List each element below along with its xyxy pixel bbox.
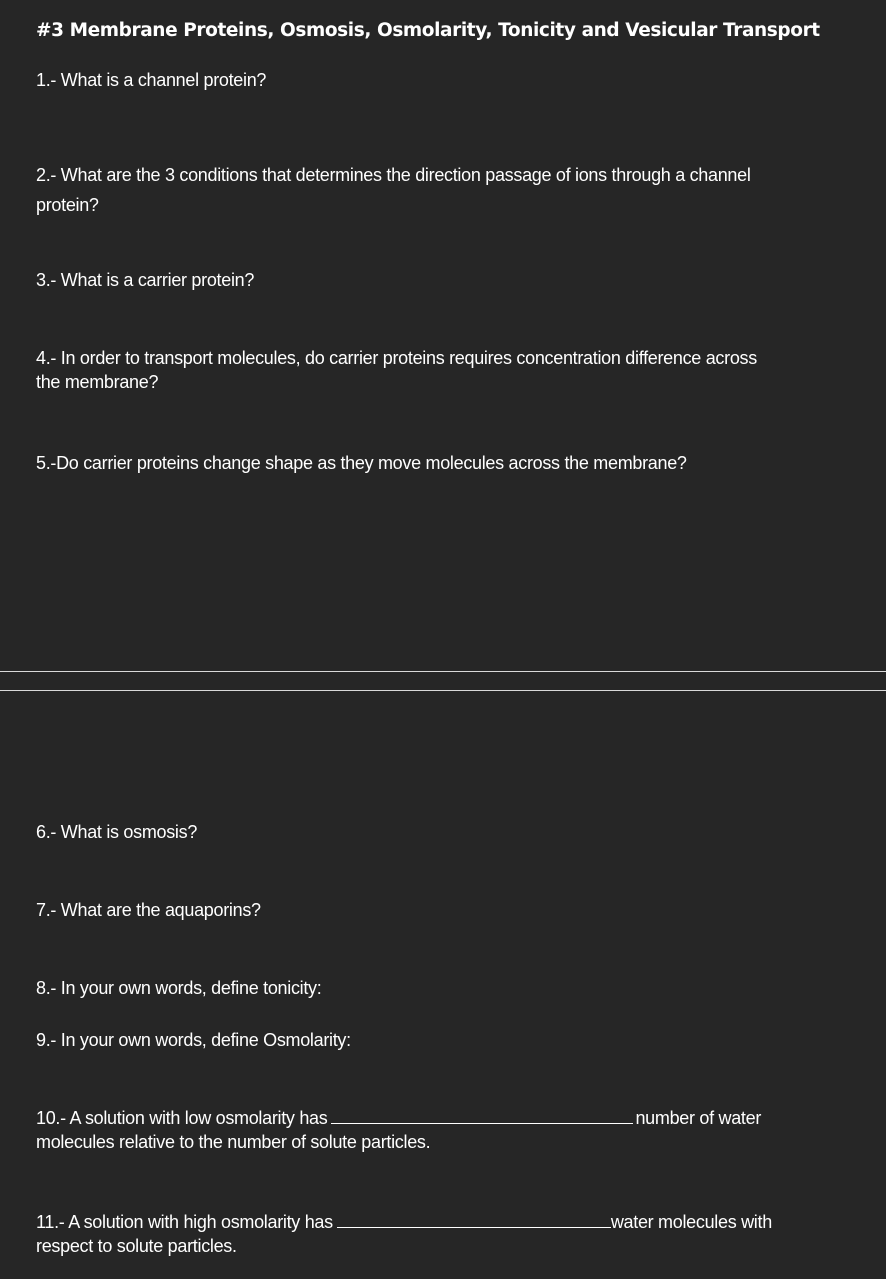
question-10-text-after: number of water	[635, 1108, 762, 1128]
page-divider-bottom	[0, 690, 886, 691]
question-11-text-before: 11.- A solution with high osmolarity has	[36, 1212, 333, 1232]
question-4	[36, 346, 757, 394]
question-10-answer-blank[interactable]	[331, 1109, 633, 1124]
question-11-answer-blank[interactable]	[337, 1213, 611, 1228]
question-10	[36, 1106, 761, 1154]
question-11-line-1	[36, 1210, 772, 1234]
question-3: 3.- What is a carrier protein?	[36, 270, 255, 290]
question-8: 8.- In your own words, define tonicity:	[36, 978, 322, 998]
question-1: 1.- What is a channel protein?	[36, 70, 267, 90]
question-11-line-2: respect to solute particles.	[36, 1236, 237, 1256]
question-2-line-1: 2.- What are the 3 conditions that determines the direction passage of ions through a channel	[36, 165, 751, 185]
question-4-line-2: the membrane?	[36, 372, 159, 392]
question-7: 7.- What are the aquaporins?	[36, 900, 261, 920]
worksheet-title: #3 Membrane Proteins, Osmosis, Osmolarity, Tonicity and Vesicular Transport	[36, 20, 820, 41]
question-2	[36, 160, 751, 220]
question-9: 9.- In your own words, define Osmolarity:	[36, 1030, 351, 1050]
question-11-text-after: water molecules with	[610, 1212, 772, 1232]
question-10-text-before: 10.- A solution with low osmolarity has	[36, 1108, 328, 1128]
question-5: 5.-Do carrier proteins change shape as they move molecules across the membrane?	[36, 453, 687, 473]
question-11	[36, 1210, 772, 1258]
question-10-line-2: molecules relative to the number of solute particles.	[36, 1132, 431, 1152]
question-10-line-1	[36, 1106, 761, 1130]
page-divider-top	[0, 671, 886, 672]
question-2-line-2: protein?	[36, 195, 99, 215]
question-6: 6.- What is osmosis?	[36, 822, 198, 842]
question-4-line-1: 4.- In order to transport molecules, do carrier proteins requires concentration difference across	[36, 348, 757, 368]
